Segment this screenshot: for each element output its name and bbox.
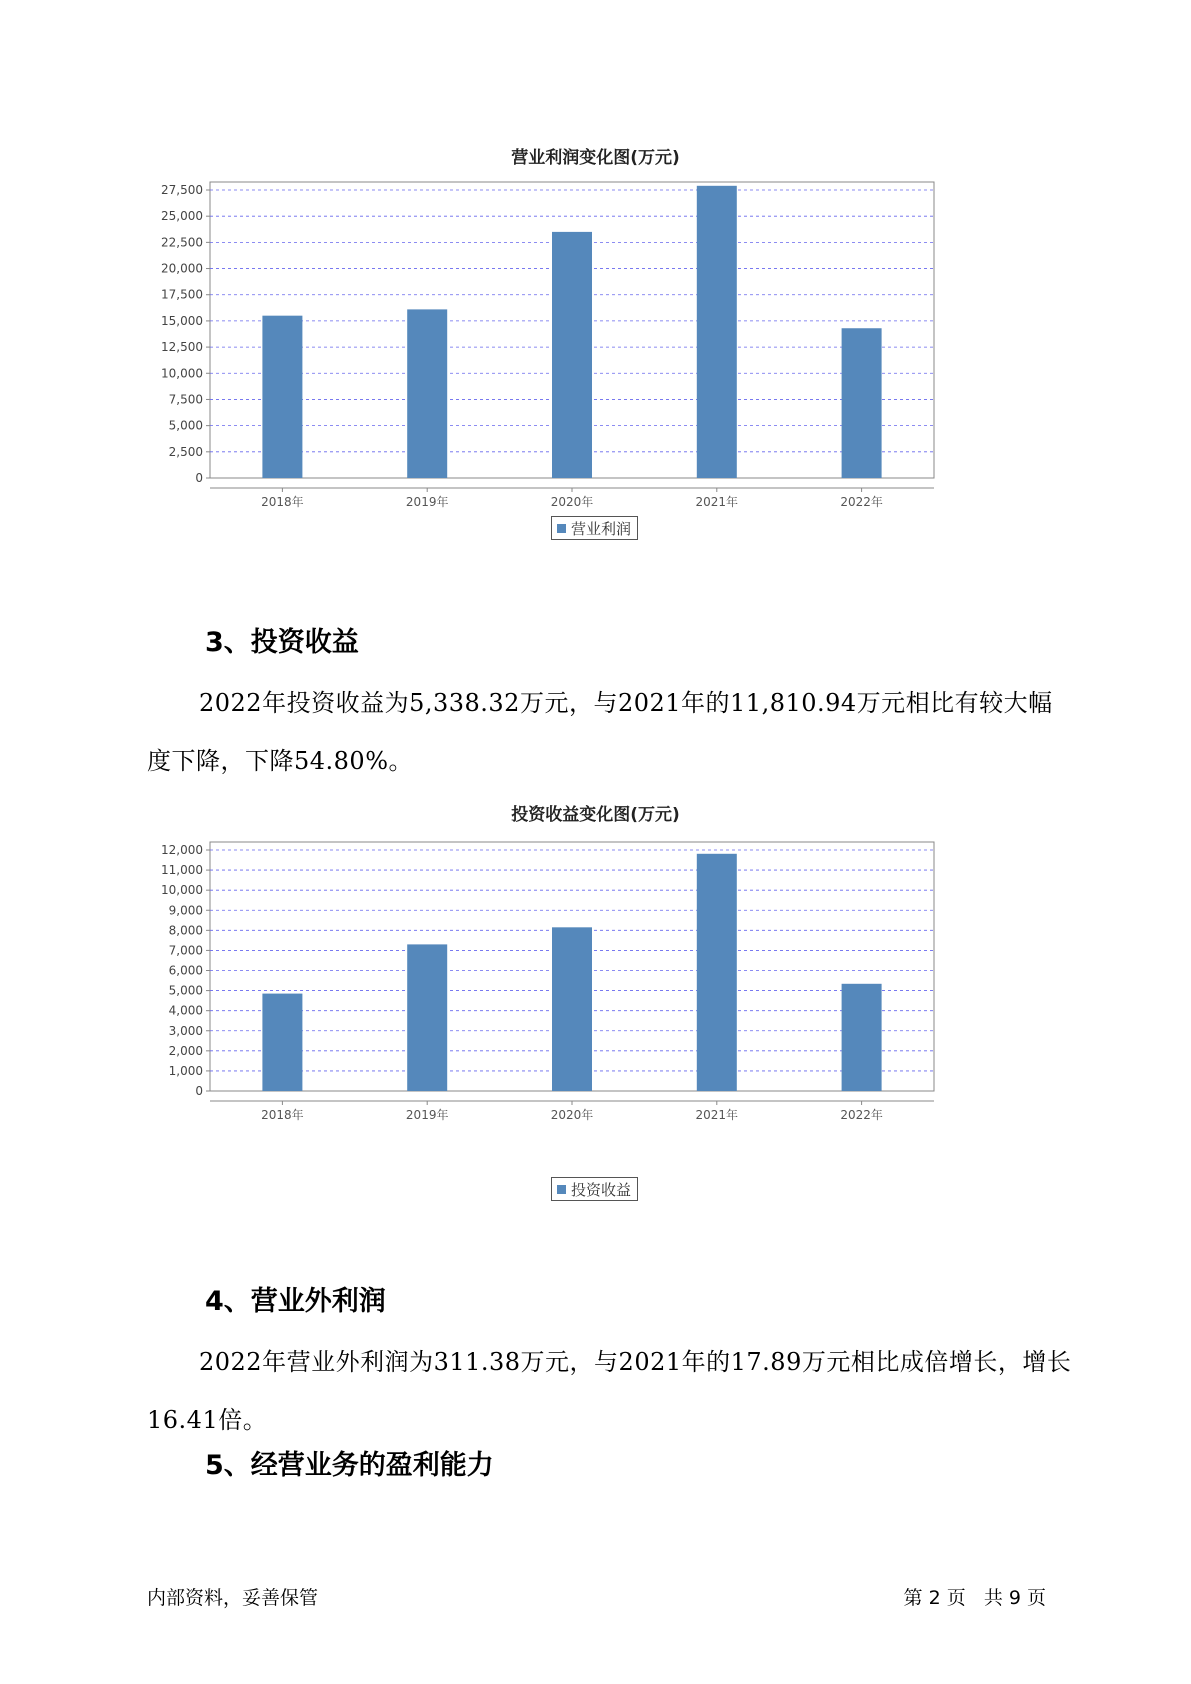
bar <box>697 854 737 1091</box>
y-tick-label: 20,000 <box>161 261 203 276</box>
y-tick-label: 27,500 <box>161 183 203 197</box>
x-tick-label: 2018年 <box>261 495 304 509</box>
chart2-title: 投资收益变化图(万元) <box>511 805 680 825</box>
y-tick-label: 1,000 <box>168 1063 203 1078</box>
y-tick-label: 8,000 <box>168 923 203 938</box>
y-tick-label: 4,000 <box>168 1003 203 1018</box>
footer-page-number: 第 2 页 共 9 页 <box>903 1587 1046 1609</box>
bar <box>552 232 592 478</box>
chart1-title: 营业利润变化图(万元) <box>511 148 680 168</box>
y-tick-label: 10,000 <box>161 883 203 898</box>
footer-confidential: 内部资料，妥善保管 <box>147 1587 319 1609</box>
section4-heading: 4、营业外利润 <box>205 1286 386 1317</box>
y-tick-label: 22,500 <box>161 235 203 250</box>
investment-income-chart <box>150 830 1030 1180</box>
y-tick-label: 11,000 <box>161 863 203 878</box>
x-tick-label: 2019年 <box>405 495 449 509</box>
bar <box>842 328 882 478</box>
bar <box>697 186 737 478</box>
x-tick-label: 2018年 <box>261 1108 304 1122</box>
y-tick-label: 2,500 <box>168 444 203 459</box>
y-tick-label: 15,000 <box>161 313 203 328</box>
x-tick-label: 2020年 <box>550 495 594 509</box>
y-tick-label: 3,000 <box>168 1023 203 1038</box>
y-tick-label: 17,500 <box>161 287 203 302</box>
y-tick-label: 9,000 <box>168 903 203 918</box>
operating-profit-chart <box>150 170 1030 520</box>
y-tick-label: 0 <box>195 1084 203 1098</box>
bar <box>262 994 302 1091</box>
y-tick-label: 0 <box>195 471 203 485</box>
y-tick-label: 7,500 <box>168 392 203 407</box>
chart1-legend <box>551 516 638 540</box>
bar <box>407 309 447 478</box>
section3-heading: 3、投资收益 <box>205 627 359 658</box>
y-tick-label: 5,000 <box>168 983 203 998</box>
x-tick-label: 2021年 <box>695 1108 739 1122</box>
y-tick-label: 2,000 <box>168 1043 203 1058</box>
y-tick-label: 12,500 <box>161 340 203 355</box>
x-tick-label: 2022年 <box>840 1108 883 1122</box>
bar <box>407 944 447 1091</box>
x-tick-label: 2019年 <box>405 1108 449 1122</box>
y-tick-label: 7,000 <box>168 943 203 958</box>
bar <box>842 984 882 1091</box>
legend-swatch-icon <box>557 524 566 533</box>
bar <box>262 316 302 478</box>
section5-heading: 5、经营业务的盈利能力 <box>205 1450 494 1481</box>
x-tick-label: 2022年 <box>840 495 883 509</box>
section3-paragraph: 2022年投资收益为5,338.32万元，与2021年的11,810.94万元相比有较大幅度下降，下降54.80%。 <box>147 689 1053 775</box>
bar <box>552 927 592 1091</box>
x-tick-label: 2021年 <box>695 495 739 509</box>
chart2-legend <box>551 1177 638 1201</box>
section4-paragraph: 2022年营业外利润为311.38万元，与2021年的17.89万元相比成倍增长，增长16.41倍。 <box>147 1348 1072 1434</box>
y-tick-label: 25,000 <box>161 209 203 224</box>
y-tick-label: 10,000 <box>161 366 203 381</box>
y-tick-label: 6,000 <box>168 963 203 978</box>
x-tick-label: 2020年 <box>550 1108 594 1122</box>
chart2-legend-label: 投资收益 <box>571 1180 632 1199</box>
chart1-legend-label: 营业利润 <box>571 519 632 538</box>
legend-swatch-icon <box>557 1185 566 1194</box>
y-tick-label: 12,000 <box>161 843 203 857</box>
y-tick-label: 5,000 <box>168 418 203 433</box>
